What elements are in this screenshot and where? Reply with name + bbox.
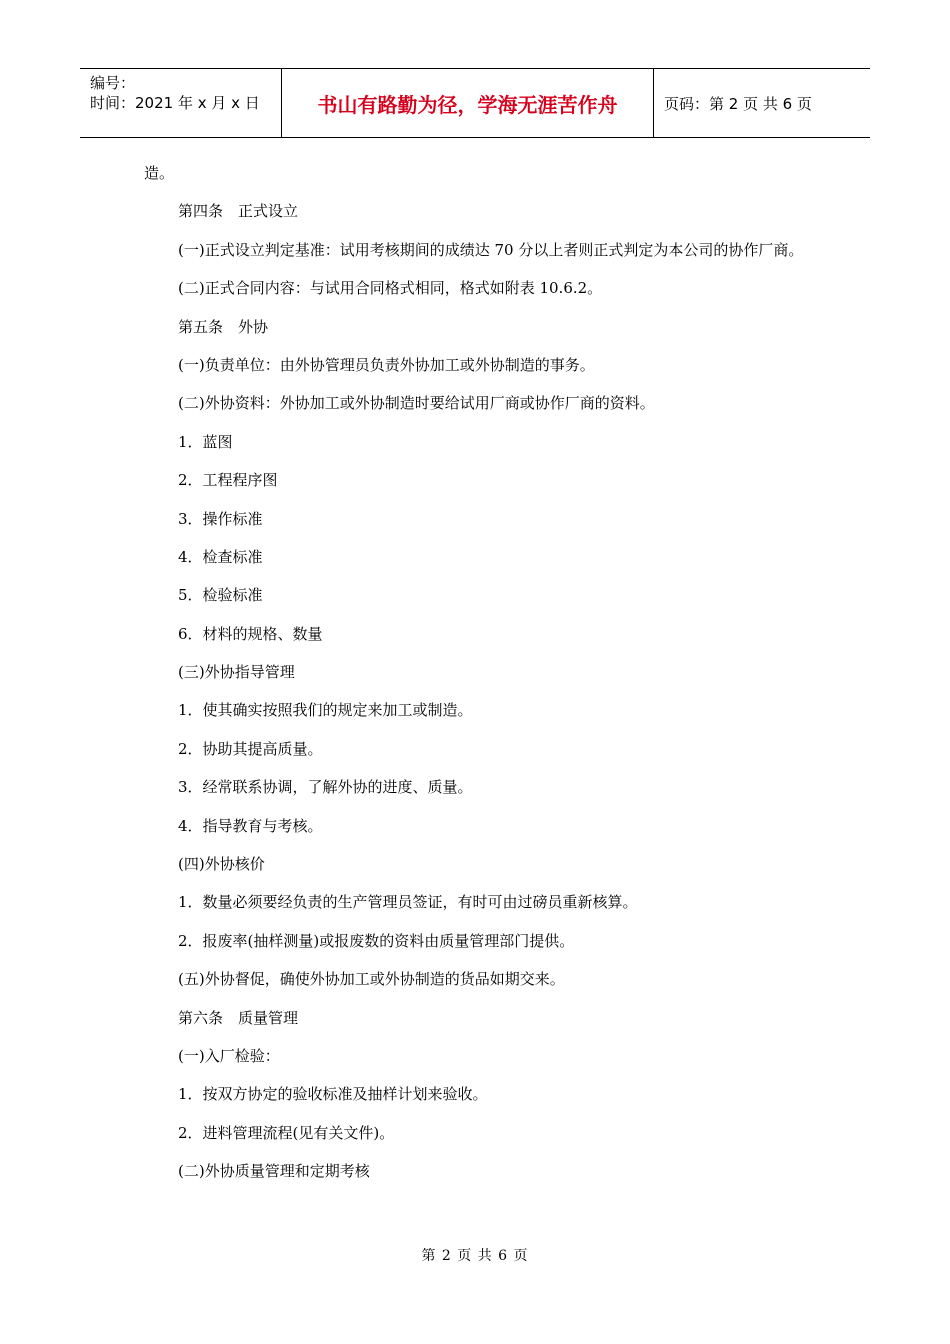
list-item: 1．使其确实按照我们的规定来加工或制造。: [178, 701, 473, 720]
list-item: 3．操作标准: [178, 509, 263, 528]
document-number-label: 编号：: [90, 74, 136, 92]
list-item: 5．检验标准: [178, 586, 263, 605]
list-item: 2．进料管理流程(见有关文件)。: [178, 1123, 395, 1142]
article-heading: 第四条 正式设立: [178, 202, 299, 221]
paragraph: (二)正式合同内容：与试用合同格式相同，格式如附表 10.6.2。: [178, 279, 603, 298]
list-item: 6．材料的规格、数量: [178, 624, 323, 643]
paragraph: (三)外协指导管理: [178, 663, 295, 682]
header-meta: [80, 69, 282, 137]
article-heading: 第六条 质量管理: [178, 1008, 299, 1027]
paragraph: (二)外协资料：外协加工或外协制造时要给试用厂商或协作厂商的资料。: [178, 394, 655, 413]
paragraph: 造。: [144, 164, 175, 182]
list-item: 1．蓝图: [178, 432, 233, 451]
paragraph: (五)外协督促，确使外协加工或外协制造的货品如期交来。: [178, 970, 565, 989]
list-item: 1．数量必须要经负责的生产管理员签证，有时可由过磅员重新核算。: [178, 893, 638, 912]
page-header: [80, 68, 870, 138]
header-page-info: 页码：第 2 页 共 6 页: [664, 94, 812, 113]
list-item: 2．工程程序图: [178, 471, 278, 490]
document-date-label: 时间：2021 年 x 月 x 日: [90, 94, 260, 112]
paragraph: (一)正式设立判定基准：试用考核期间的成绩达 70 分以上者则正式判定为本公司的协作厂商。: [178, 240, 804, 259]
list-item: 1．按双方协定的验收标准及抽样计划来验收。: [178, 1085, 488, 1104]
paragraph: (一)负责单位：由外协管理员负责外协加工或外协制造的事务。: [178, 355, 595, 374]
document-body: [144, 160, 824, 1197]
list-item: 2．协助其提高质量。: [178, 739, 323, 758]
paragraph: (四)外协核价: [178, 855, 265, 874]
header-motto: 书山有路勤为径，学海无涯苦作舟: [282, 69, 654, 137]
list-item: 4．指导教育与考核。: [178, 816, 323, 835]
page-footer: 第 2 页 共 6 页: [421, 1248, 529, 1264]
list-item: 2．报废率(抽样测量)或报废数的资料由质量管理部门提供。: [178, 931, 575, 950]
paragraph: (二)外协质量管理和定期考核: [178, 1162, 370, 1181]
list-item: 4．检查标准: [178, 547, 263, 566]
list-item: 3．经常联系协调，了解外协的进度、质量。: [178, 778, 473, 797]
paragraph: (一)入厂检验：: [178, 1046, 280, 1065]
article-heading: 第五条 外协: [178, 317, 269, 336]
